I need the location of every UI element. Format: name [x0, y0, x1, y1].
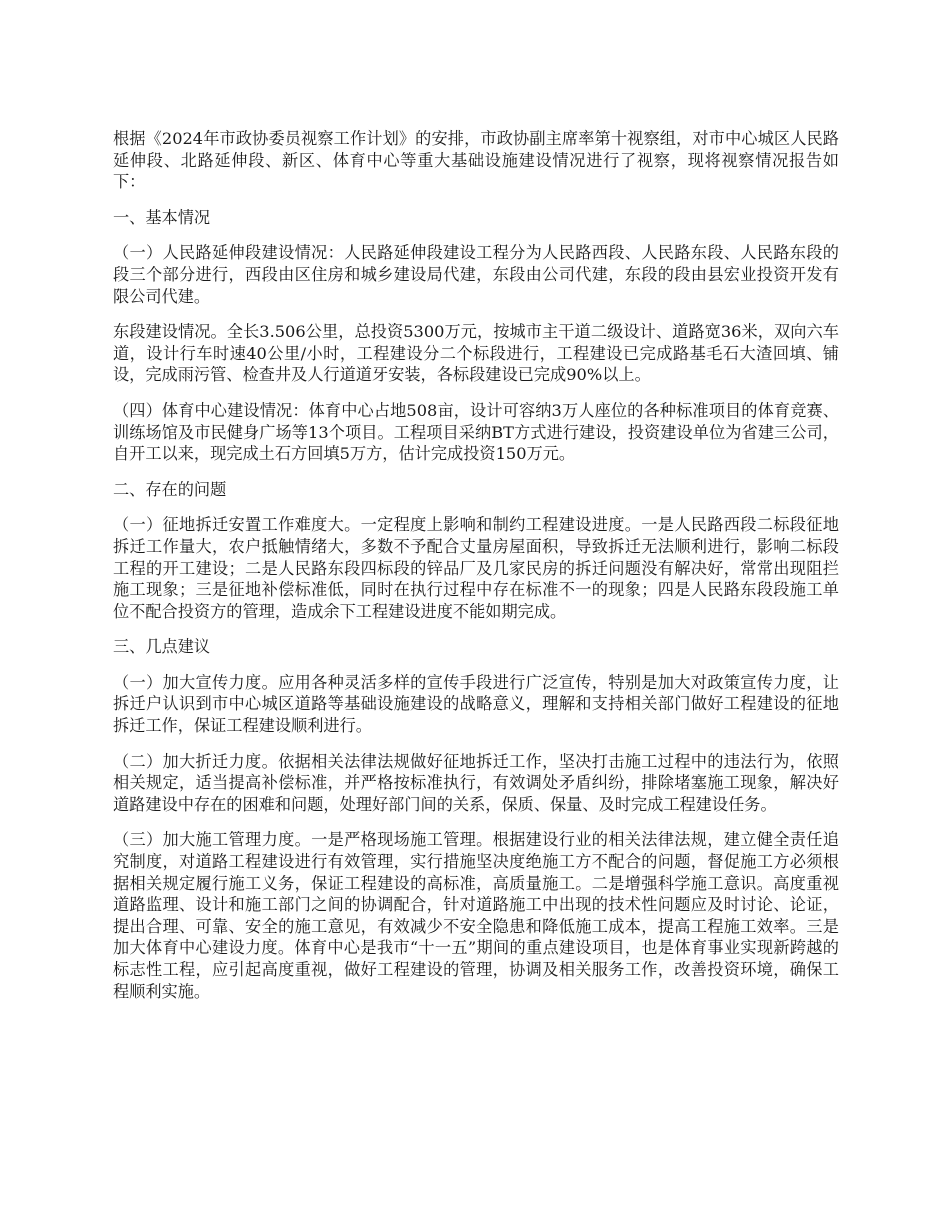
- section-heading-basic-situation: 一、基本情况: [113, 207, 211, 227]
- paragraph-east-section: 东段建设情况。全长3.506公里，总投资5300万元，按城市主干道二级设计、道路宽36米，双向六车道，设计行车时速40公里/小时，工程建设分二个标段进行，工程建设已完成路基毛石大渣回填、铺设，完成雨污管、检查井及人行道道牙安装，各标段建设已完成90%以上。: [113, 322, 839, 385]
- intro-paragraph: 根据《2024年市政协委员视察工作计划》的安排，市政协副主席率第十视察组，对市中心城区人民路延伸段、北路延伸段、新区、体育中心等重大基础设施建设情况进行了视察，现将视察情况报告如下：: [113, 129, 839, 192]
- paragraph-publicity: （一）加大宣传力度。应用各种灵活多样的宣传手段进行广泛宣传，特别是加大对政策宣传力度，让拆迁户认识到市中心城区道路等基础设施建设的战略意义，理解和支持相关部门做好工程建设的征地拆迁工作，保证工程建设顺利进行。: [113, 672, 839, 736]
- section-heading-problems: 二、存在的问题: [113, 479, 227, 499]
- section-heading-suggestions: 三、几点建议: [113, 637, 211, 657]
- paragraph-construction-management: （三）加大施工管理力度。一是严格现场施工管理。根据建设行业的相关法律法规，建立健全责任追究制度，对道路工程建设进行有效管理，实行措施坚决度绝施工方不配合的问题，督促施工方必须根据相关规定履行施工义务，保证工程建设的高标准，高质量施工。二是增强科学施工意识。高度重视道路监理、设计和施工部门之间的协调配合，针对道路施工中出现的技术性问题应及时讨论、论证，提出合理、可靠、安全的施工意见，有效减少不安全隐患和降低施工成本，提高工程施工效率。三是加大体育中心建设力度。体育中心是我市“十一五”期间的重点建设项目，也是体育事业实现新跨越的标志性工程，应引起高度重视，做好工程建设的管理，协调及相关服务工作，改善投资环境，确保工程顺利实施。: [113, 830, 839, 1001]
- paragraph-demolition-difficulty: （一）征地拆迁安置工作难度大。一定程度上影响和制约工程建设进度。一是人民路西段二标段征地拆迁工作量大，农户抵触情绪大，多数不予配合丈量房屋面积，导致拆迁无法顺利进行，影响二标段工程的开工建设；二是人民路东段四标段的锌品厂及几家民房的拆迁问题没有解决好，常常出现阻拦施工现象；三是征地补偿标准低，同时在执行过程中存在标准不一的现象；四是人民路东段段施工单位不配合投资方的管理，造成余下工程建设进度不能如期完成。: [113, 515, 839, 621]
- paragraph-demolition-effort: （二）加大折迁力度。依据相关法律法规做好征地拆迁工作，坚决打击施工过程中的违法行为，依照相关规定，适当提高补偿标准，并严格按标准执行，有效调处矛盾纠纷，排除堵塞施工现象，解决好道路建设中存在的困难和问题，处理好部门间的关系，保质、保量、及时完成工程建设任务。: [113, 751, 839, 814]
- document-body: [113, 128, 839, 1016]
- paragraph-renmin-road: （一）人民路延伸段建设情况：人民路延伸段建设工程分为人民路西段、人民路东段、人民路东段的段三个部分进行，西段由区住房和城乡建设局代建，东段由公司代建，东段的段由县宏业投资开发有限公司代建。: [113, 243, 839, 306]
- paragraph-sports-center: （四）体育中心建设情况：体育中心占地508亩，设计可容纳3万人座位的各种标准项目的体育竞赛、训练场馆及市民健身广场等13个项目。工程项目采纳BT方式进行建设，投资建设单位为省建三公司，自开工以来，现完成土石方回填5万方，估计完成投资150万元。: [113, 400, 839, 464]
